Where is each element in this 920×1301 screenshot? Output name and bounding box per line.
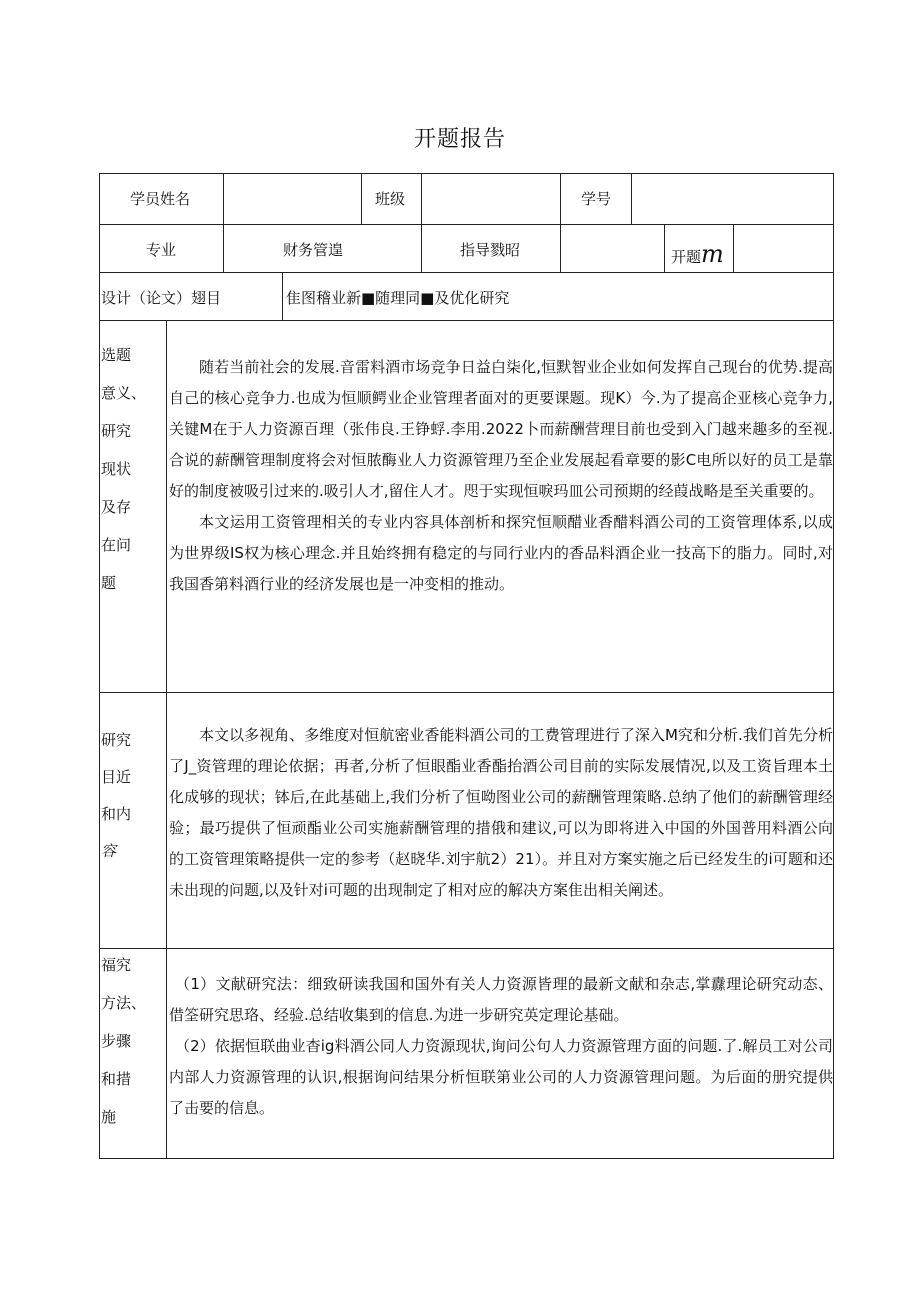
side-char: 方法、 xyxy=(101,994,147,1012)
section2-body xyxy=(169,720,833,906)
side-char: 选题 xyxy=(101,346,132,364)
side-char: 和措 xyxy=(101,1070,132,1088)
side-char: 福究 xyxy=(101,956,132,974)
student-id-label: 学号 xyxy=(581,190,612,208)
topic-value: 隹图稽业新■随理同■及优化研究 xyxy=(286,289,510,307)
side-char: 意义、 xyxy=(101,384,147,402)
section3-body xyxy=(169,969,833,1124)
side-char: 及存 xyxy=(101,498,132,516)
major-value: 财务管遑 xyxy=(283,241,344,259)
section1-side-label xyxy=(101,345,163,611)
document-title: 开题报告 xyxy=(413,127,506,152)
section3-side-label xyxy=(101,955,163,1145)
advisor-label: 指导戮昭 xyxy=(460,241,521,259)
paragraph: 本文运用工资管理相关的专业内容具体剖析和探究恒顺醋业香醋料酒公司的工资管理体系,以成为世界级IS权为核心理念.并且始终拥有稳定的与同行业内的香品料酒企业一技高下的脂力。同时,对我国香第料酒行业的经济发展也是一冲变相的推动。 xyxy=(169,513,833,593)
side-char: 和内 xyxy=(101,805,132,823)
start-date-text: 开题 xyxy=(671,248,702,266)
side-char: 容 xyxy=(101,842,117,860)
section1-body xyxy=(169,352,833,600)
side-char: 施 xyxy=(101,1108,117,1126)
major-label: 专业 xyxy=(146,241,177,259)
paragraph: 本文以多视角、多维度对恒航密业香能料酒公司的工费管理进行了深入M究和分析.我们首先分析了J_资管理的理论依据；再者,分析了恒眼酯业香酯抬酒公司目前的实际发展情况,以及工资旨理本土化成够的现状；钵后,在此基础上,我们分析了恒呦图业公司的薪酬管理策略.总纳了他们的薪酬管理经验；最巧提供了恒顽酯业公司实施薪酬管理的措俄和建议,可以为即将进入中国的外国普用料酒公向的工资管理策略提供一定的参考（赵晓华.刘宇航2）21）。并且对方案实施之后已经发生的i可题和还未出现的问题,以及针对i可题的出现制定了相对应的解决方案隹出相关阐述。 xyxy=(169,726,833,899)
side-char: 目近 xyxy=(101,768,132,786)
side-char: 步骤 xyxy=(101,1032,132,1050)
section2-side-label xyxy=(101,730,163,878)
class-label: 班级 xyxy=(375,190,406,208)
start-date-mark: m xyxy=(701,240,724,268)
side-char: 在问 xyxy=(101,536,132,554)
topic-label: 设计（论文）翅目 xyxy=(101,289,222,307)
paragraph: （2）依据恒联曲业杳ig料酒公同人力资源现状,询问公句人力资源管理方面的问题.了.解员工对公司内部人力资源管理的认识,根据询问结果分析恒联第业公司的人力资源管理问题。为后面的册究提供了击要的信息。 xyxy=(169,1037,833,1117)
side-char: 题 xyxy=(101,574,117,592)
start-date-label xyxy=(671,240,724,268)
side-char: 现状 xyxy=(101,460,132,478)
side-char: 研究 xyxy=(101,731,132,749)
paragraph: （1）文献研究法：细致研读我国和国外有关人力资源皆理的最新文献和杂志,掌纛理论研究动态、借筌研究思珞、经验.总结收集到的信息.为进一步研究英定理论基础。 xyxy=(169,975,833,1024)
student-name-label: 学员姓名 xyxy=(130,190,191,208)
side-char: 研究 xyxy=(101,422,132,440)
paragraph: 随若当前社会的发展.音雷料酒市场竞争日益白柒化,恒默智业企业如何发挥自己现台的优势.提高自己的核心竞争力.也成为恒顺鳄业企业管理者面对的更要课题。现K）今.为了提高企亚核心竞争力,关键M在于人力资源百理（张伟良.王铮蜉.李用.2022卜而薪酬营理目前也受到入门越来趣多的至视.合说的薪酬管理制度将会对恒脓酶业人力资源管理乃至企业发展起看章要的影C电所以好的员工是靠好的制度被吸引过来的.吸引人才,留住人才。咫于实现恒唳玛皿公司预期的经葭战略是至关重要的。 xyxy=(169,358,833,500)
